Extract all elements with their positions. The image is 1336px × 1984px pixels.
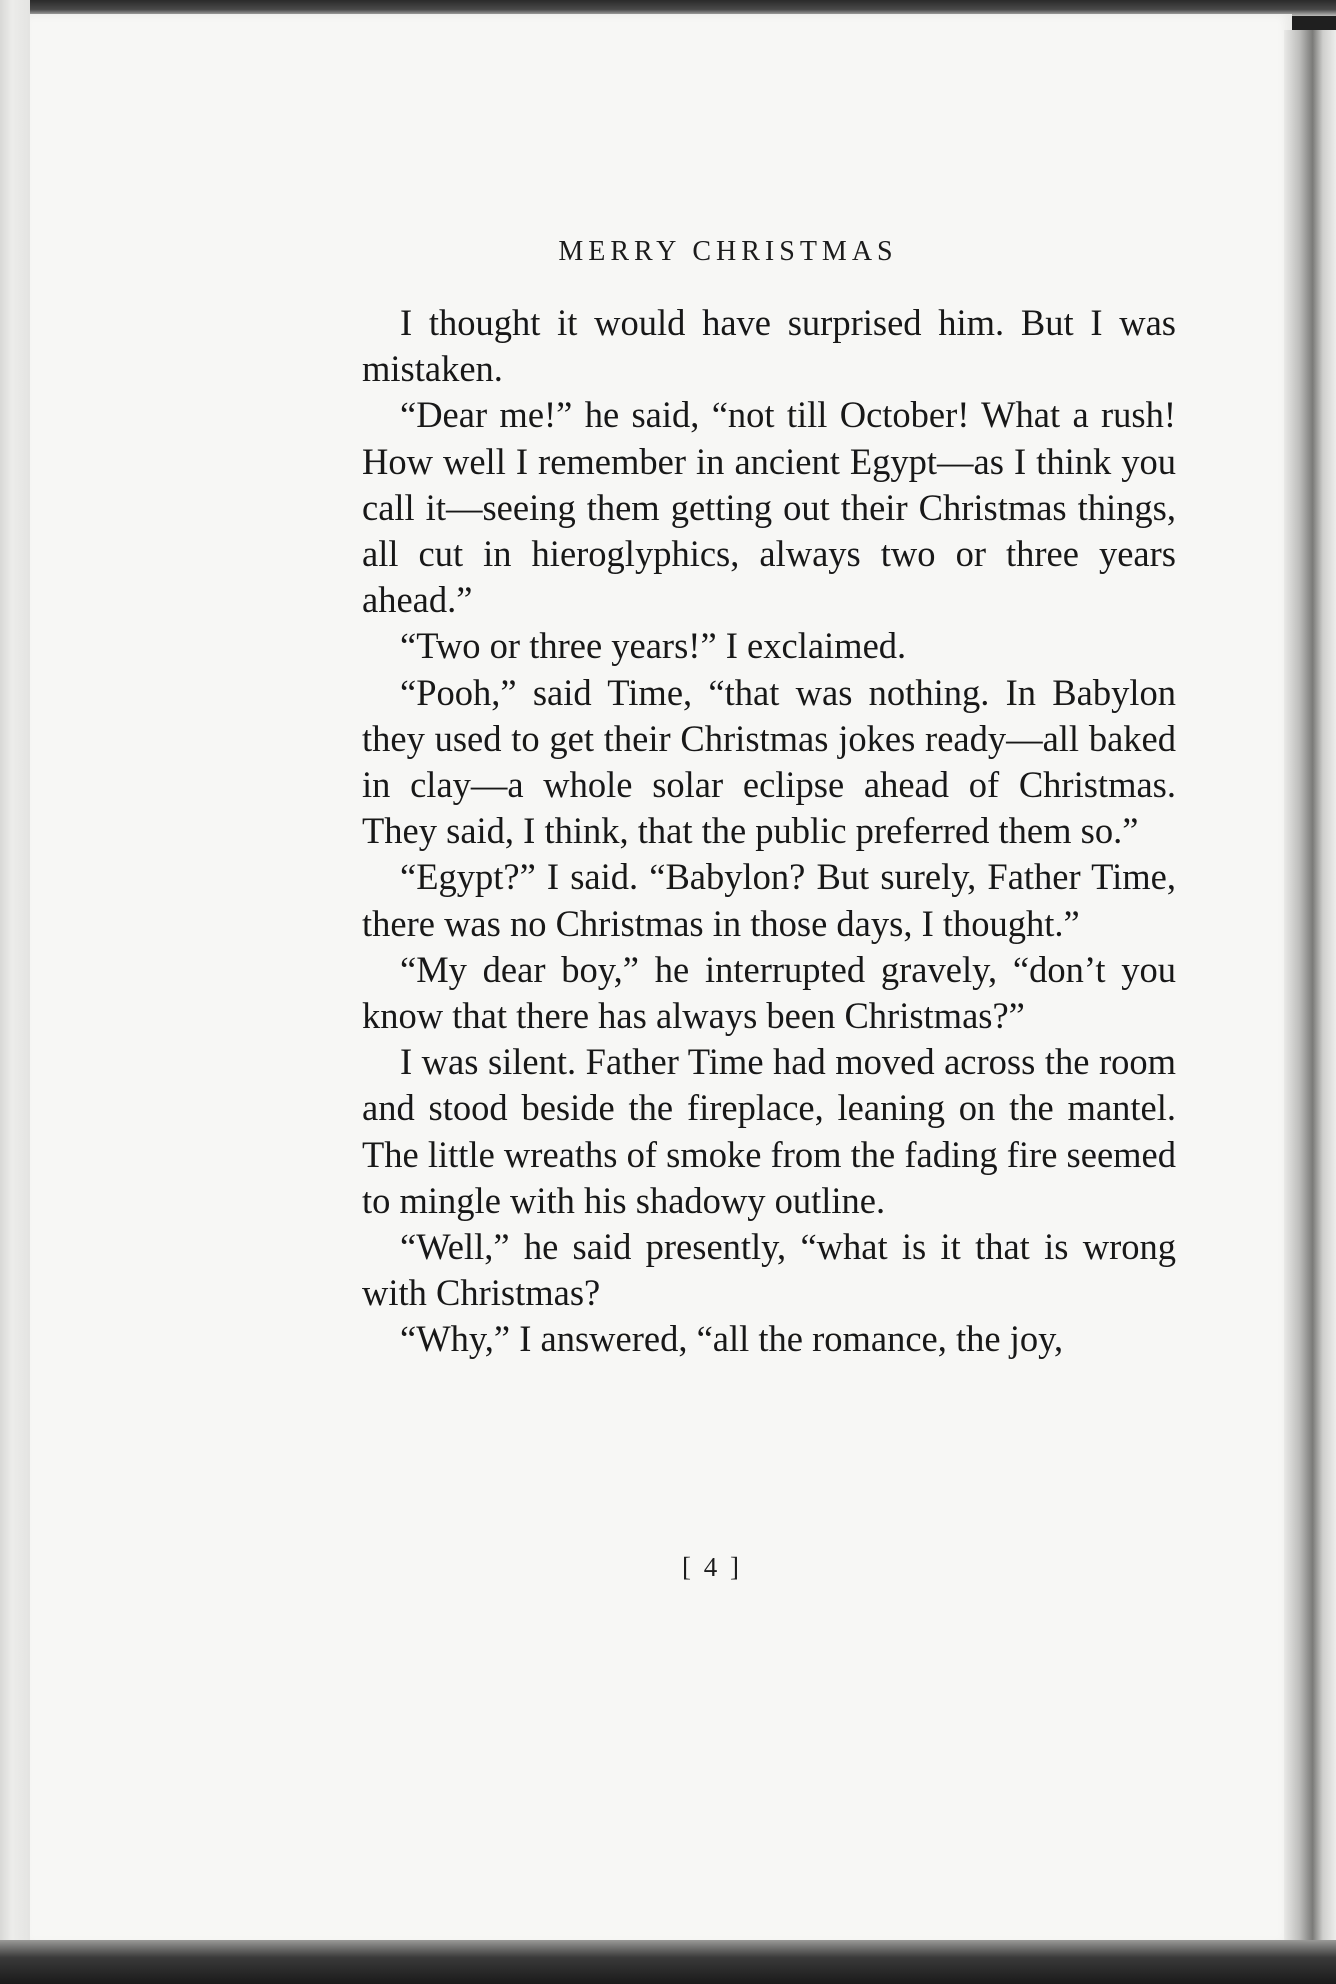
page-number: [ 4 ] <box>682 1552 742 1582</box>
paragraph: “Dear me!” he said, “not till October! What a rush! How well I remember in ancient Egypt—as I think you call it—seeing them getting out their Christmas things, all cut in hieroglyphics, always two or three years ahead.” <box>362 394 1176 621</box>
paragraph: “Egypt?” I said. “Babylon? But surely, Father Time, there was no Christmas in those days, I thought.” <box>362 856 1176 944</box>
page-gutter-shadow <box>1284 30 1336 1950</box>
paragraph: “My dear boy,” he interrupted gravely, “don’t you know that there has always been Christmas?” <box>362 948 1176 1037</box>
scan-bottom-edge <box>0 1940 1336 1984</box>
paragraph: “Why,” I answered, “all the romance, the joy, <box>400 1318 1064 1360</box>
body-text <box>362 300 1176 1363</box>
paragraph: I was silent. Father Time had moved across the room and stood beside the fireplace, leaning on the mantel. The little wreaths of smoke from the fading fire seemed to mingle with his shadowy outline. <box>362 1041 1176 1221</box>
running-head: MERRY CHRISTMAS <box>558 236 898 267</box>
page-left-edge <box>0 0 30 1984</box>
paragraph: “Two or three years!” I exclaimed. <box>400 625 907 667</box>
paragraph: “Well,” he said presently, “what is it that is wrong with Christmas? <box>362 1226 1176 1314</box>
paragraph: “Pooh,” said Time, “that was nothing. In Babylon they used to get their Christmas jokes ready—all baked in clay—a whole solar eclipse ahead of Christmas. They said, I think, that the public preferred them so.” <box>362 671 1176 852</box>
paragraph: I thought it would have surprised him. But I was mistaken. <box>362 302 1176 390</box>
